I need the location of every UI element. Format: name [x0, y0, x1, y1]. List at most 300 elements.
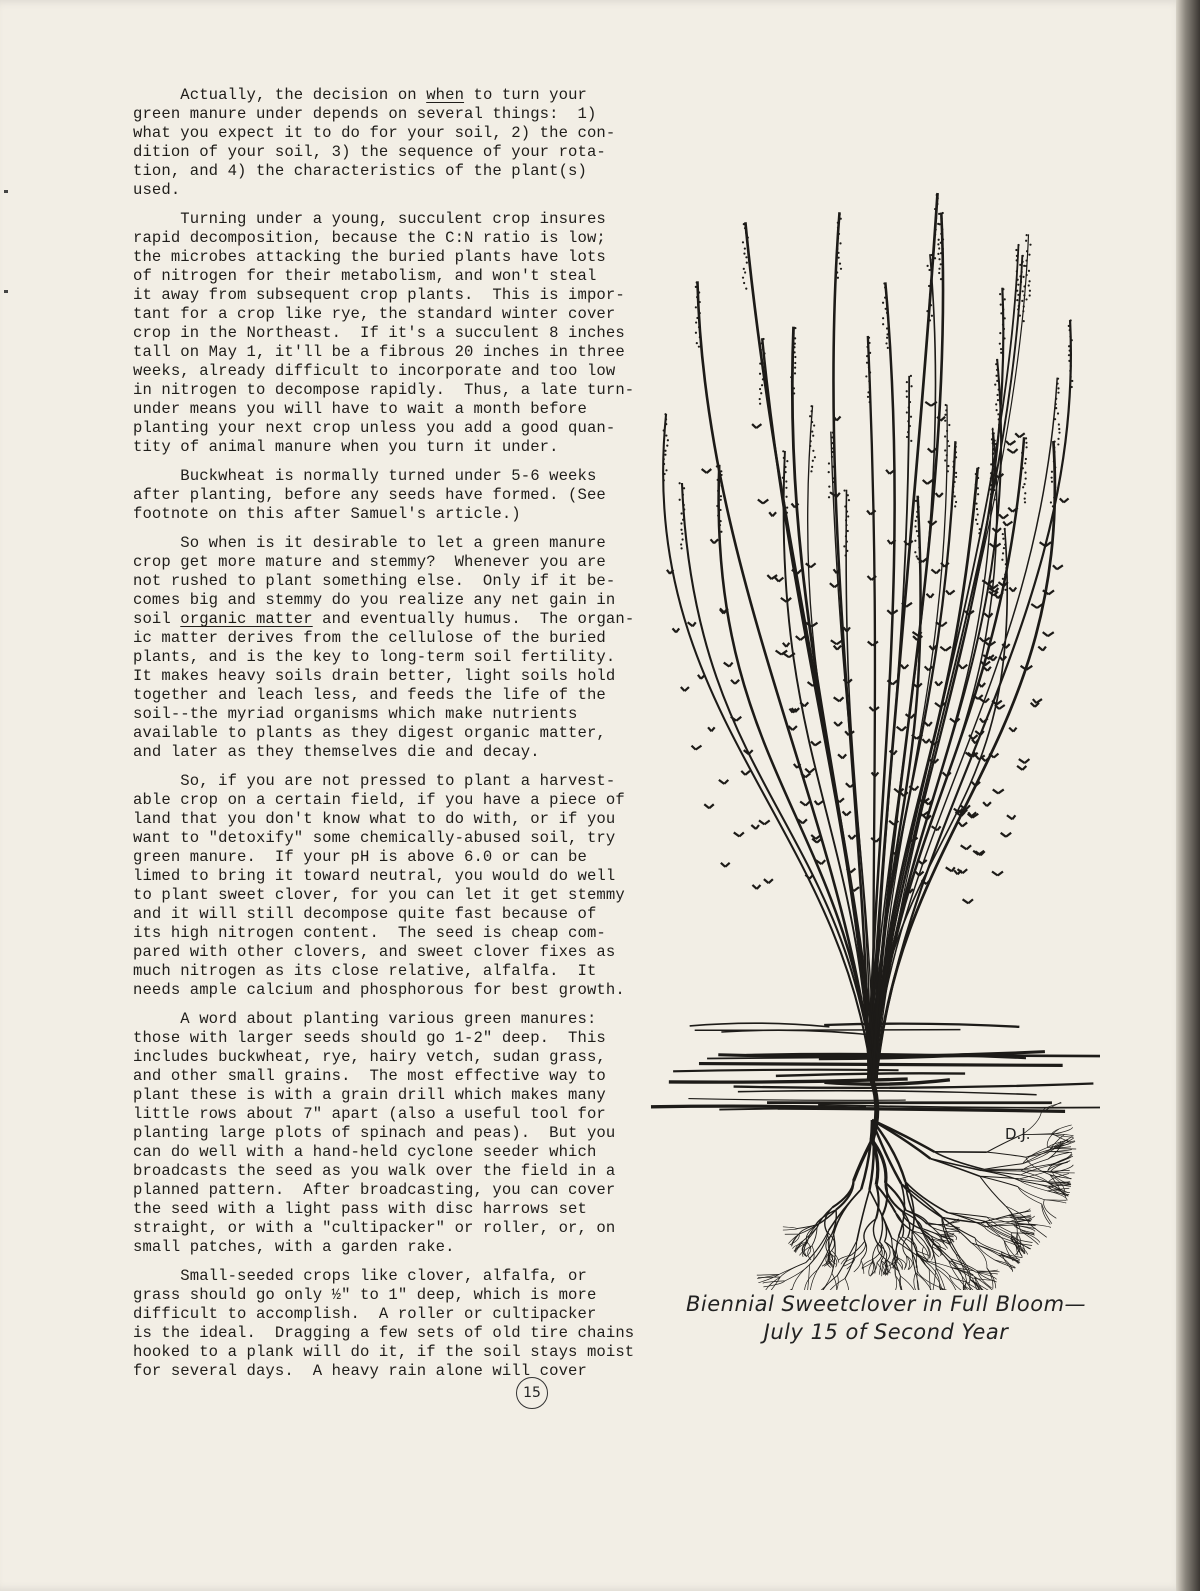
flower-dot [1055, 407, 1057, 409]
flower-dot [926, 310, 928, 312]
leaf [993, 789, 1004, 793]
root [901, 1184, 942, 1217]
flower-dot [782, 450, 784, 452]
flower-dot [793, 387, 795, 389]
leaf [935, 682, 942, 686]
flower-dot [1068, 325, 1070, 327]
flower-dot [698, 346, 700, 348]
flower-dot [747, 237, 749, 239]
text-line: So when is it desirable to let a green manure [133, 534, 606, 552]
flower-dot [828, 471, 830, 473]
flower-dot [916, 530, 918, 532]
flower-dot [809, 445, 811, 447]
flower-dot [1003, 547, 1005, 549]
flower-dot [743, 282, 745, 284]
root [987, 1152, 1026, 1157]
flower-dot [885, 291, 887, 293]
leaf [848, 835, 855, 839]
flower-dot [716, 505, 718, 507]
flower-dot [1025, 298, 1027, 300]
flower-dot [1055, 398, 1057, 400]
leaf [926, 594, 933, 598]
flower-dot [1054, 486, 1056, 488]
text-line: rapid decomposition, because the C:N ratio is low; [133, 229, 606, 247]
text-line: available to plants as they digest organic matter, [133, 724, 606, 742]
flower-dot [682, 494, 684, 496]
flower-dot [884, 286, 886, 288]
leaf [811, 741, 821, 745]
flower-dot [1025, 240, 1027, 242]
flower-dot [667, 439, 669, 441]
flower-dot [719, 524, 721, 526]
flower-dot [866, 362, 868, 364]
flower-dot [908, 406, 910, 408]
text-line: is the ideal. Dragging a few sets of old tire chains [133, 1324, 635, 1342]
text-line: Buckwheat is normally turned under 5-6 weeks [133, 467, 597, 485]
flower-dot [794, 362, 796, 364]
leaf [815, 801, 824, 805]
root [819, 1275, 837, 1290]
root [758, 1277, 780, 1278]
flower-dot [1004, 528, 1006, 530]
text-line: planting large plots of spinach and peas). But you [133, 1124, 616, 1142]
flower-dot [839, 242, 841, 244]
flower-dot [1016, 290, 1018, 292]
flower-dot [792, 332, 794, 334]
leaf [1031, 703, 1039, 707]
flower-dot [786, 460, 788, 462]
flower-dot [845, 535, 847, 537]
text-line: A word about planting various green manures: [133, 1010, 597, 1028]
flower-dot [1016, 255, 1018, 257]
paragraph [133, 1267, 635, 1381]
flower-dot [1029, 290, 1031, 292]
flower-dot [1054, 418, 1056, 420]
root [880, 1216, 883, 1241]
flower-dot [838, 257, 840, 259]
flower-dot [681, 538, 683, 540]
leaf [924, 722, 932, 726]
flower-dot [745, 256, 747, 258]
text-line: pared with other clovers, and sweet clover fixes as [133, 943, 616, 961]
flower-dot [695, 286, 697, 288]
flower-dot [1004, 317, 1006, 319]
flower-dot [1053, 496, 1055, 498]
flower-dot [665, 418, 667, 420]
flower-dot [1017, 244, 1019, 246]
flower-dot [938, 272, 940, 274]
flower-dot [1026, 274, 1028, 276]
flower-dot [847, 515, 849, 517]
root [844, 1278, 848, 1290]
flower-dot [744, 227, 746, 229]
flower-dot [1057, 412, 1059, 414]
flower-dot [917, 496, 919, 498]
flower-dot [743, 268, 745, 270]
flower-dot [828, 462, 830, 464]
flower-dot [784, 466, 786, 468]
text-line: crop get more mature and stemmy? Whenever you are [133, 553, 606, 571]
flower-dot [843, 489, 845, 491]
flower-dot [995, 403, 997, 405]
flower-dot [846, 550, 848, 552]
flower-dot [941, 228, 943, 230]
text-line: small patches, with a garden rake. [133, 1238, 455, 1256]
flower-dot [975, 519, 977, 521]
flower-dot [760, 392, 762, 394]
flower-dot [928, 269, 930, 271]
flower-dot [717, 479, 719, 481]
flower-dot [790, 376, 792, 378]
soil-line [699, 1064, 1063, 1066]
leaf [992, 872, 1003, 876]
flower-dot [910, 375, 912, 377]
flower-dot [664, 454, 666, 456]
flower-dot [868, 337, 870, 339]
flower-dot [663, 463, 665, 465]
flower-dot [663, 458, 665, 460]
text-line [133, 86, 603, 105]
flower-dot [999, 293, 1001, 295]
flower-dot [717, 514, 719, 516]
flower-dot [916, 555, 918, 557]
flower-dot [1028, 270, 1030, 272]
flower-dot [762, 338, 764, 340]
flower-dot [720, 499, 722, 501]
flower-dot [1016, 299, 1018, 301]
flower-dot [683, 504, 685, 506]
underlined-word: when [426, 86, 465, 104]
flower-dot [955, 476, 957, 478]
flower-dot [882, 323, 884, 325]
flower-dot [947, 440, 949, 442]
text-line: together and leach less, and feeds the life of the [133, 686, 606, 704]
flower-dot [785, 496, 787, 498]
flower-dot [717, 490, 719, 492]
paragraph [133, 1010, 616, 1257]
flower-dot [882, 302, 884, 304]
flower-dot [1025, 477, 1027, 479]
leaf [946, 590, 955, 594]
text-line: grass should go only ½" to 1" deep, which is more [133, 1286, 597, 1304]
text-line: the microbes attacking the buried plants have lots [133, 248, 606, 266]
flower-dot [1069, 335, 1071, 337]
flower-dot [1000, 312, 1002, 314]
flower-dot [794, 367, 796, 369]
leaf [936, 622, 947, 626]
flower-dot [744, 247, 746, 249]
flower-dot [828, 496, 830, 498]
flower-dot [942, 248, 944, 250]
flower-dot [696, 317, 698, 319]
text-line: tall on May 1, it'll be a fibrous 20 inches in three [133, 343, 625, 361]
flower-dot [695, 332, 697, 334]
flower-dot [782, 477, 784, 479]
binding-mark [4, 290, 8, 293]
flower-dot [743, 223, 745, 225]
flower-dot [1053, 446, 1055, 448]
root [812, 1246, 814, 1260]
flower-dot [906, 381, 908, 383]
flower-dot [763, 358, 765, 360]
text-line: straight, or with a "cultipacker" or roller, or, on [133, 1219, 616, 1237]
flower-dot [906, 436, 908, 438]
flower-dot [946, 454, 948, 456]
root [1050, 1152, 1072, 1153]
flower-dot [1070, 319, 1072, 321]
flower-dot [1058, 432, 1060, 434]
flower-dot [935, 217, 937, 219]
leaf [901, 665, 908, 669]
flower-dot [942, 238, 944, 240]
flower-dot [952, 491, 954, 493]
flower-dot [682, 519, 684, 521]
page-number: 15 [516, 1377, 548, 1409]
flower-dot [665, 434, 667, 436]
flower-dot [1024, 462, 1026, 464]
flower-dot [1069, 350, 1071, 352]
paragraph [133, 772, 625, 1000]
root [783, 1227, 797, 1229]
flower-dot [1017, 279, 1019, 281]
flower-dot [679, 482, 681, 484]
leaf [1033, 699, 1042, 703]
flower-dot [1001, 592, 1003, 594]
root [984, 1164, 1023, 1170]
flower-dot [938, 213, 940, 215]
flower-dot [743, 252, 745, 254]
flower-dot [868, 380, 870, 382]
flower-dot [794, 337, 796, 339]
flower-dot [944, 449, 946, 451]
flower-dot [845, 519, 847, 521]
leaf [1060, 498, 1069, 502]
flower-dot [1058, 428, 1060, 430]
flower-dot [930, 279, 932, 281]
text-line: little rows about 7" apart (also a useful tool for [133, 1105, 606, 1123]
leaf [1043, 632, 1054, 636]
root [980, 1176, 1006, 1206]
leaf [731, 680, 739, 684]
flower-dot [1002, 533, 1004, 535]
flower-dot [910, 416, 912, 418]
leaf [999, 514, 1008, 518]
text-line: hooked to a plank will do it, if the soil stays moist [133, 1343, 635, 1361]
flower-dot [976, 508, 978, 510]
artist-initials: D.J. [1005, 1125, 1031, 1143]
flower-dot [1058, 423, 1060, 425]
flower-dot [843, 545, 845, 547]
text-line: what you expect it to do for your soil, 2) the con- [133, 124, 616, 142]
leaf [959, 822, 967, 826]
flower-dot [1029, 294, 1031, 296]
flower-dot [992, 433, 994, 435]
text-line: needs ample calcium and phosphorous for best growth. [133, 981, 625, 999]
flower-dot [681, 533, 683, 535]
text-line: for several days. A heavy rain alone will cover [133, 1362, 587, 1380]
flower-dot [866, 346, 868, 348]
text-line: and later as they themselves die and decay. [133, 743, 540, 761]
text-line: weeks, already difficult to incorporate and too low [133, 362, 616, 380]
flower-dot [786, 507, 788, 509]
leaf [719, 780, 728, 784]
leaf [751, 825, 759, 829]
flower-dot [974, 498, 976, 500]
flower-dot [937, 243, 939, 245]
flower-dot [915, 520, 917, 522]
flower-dot [828, 486, 830, 488]
flower-dot [1068, 354, 1070, 356]
flower-dot [1071, 380, 1073, 382]
flower-dot [1057, 378, 1059, 380]
flower-dot [999, 332, 1001, 334]
flower-dot [1053, 460, 1055, 462]
root [876, 1185, 879, 1219]
leaf [995, 705, 1005, 709]
flower-dot [927, 265, 929, 267]
flower-dot [918, 546, 920, 548]
leaf [805, 875, 813, 879]
flower-dot [1019, 315, 1021, 317]
leaf [741, 771, 750, 775]
flower-dot [810, 440, 812, 442]
flower-dot [663, 479, 665, 481]
leaf [936, 493, 943, 497]
flower-dot [1025, 259, 1027, 261]
flower-dot [976, 523, 978, 525]
flower-dot [759, 373, 761, 375]
flower-dot [1022, 290, 1024, 292]
flower-dot [954, 505, 956, 507]
leaf [831, 640, 843, 644]
leaf [931, 569, 940, 573]
flower-dot [794, 372, 796, 374]
text-line: tity of animal manure when you turn it under. [133, 438, 559, 456]
binding-mark [4, 190, 8, 193]
flower-dot [955, 442, 957, 444]
flower-dot [1053, 456, 1055, 458]
text-line: broadcasts the seed as you walk over the field in a [133, 1162, 616, 1180]
flower-dot [696, 281, 698, 283]
flower-dot [680, 512, 682, 514]
flower-dot [837, 237, 839, 239]
flower-dot [909, 425, 911, 427]
flower-dot [1057, 443, 1059, 445]
flower-dot [934, 234, 936, 236]
leaf [983, 802, 991, 806]
flower-dot [1022, 310, 1024, 312]
flower-dot [867, 391, 869, 393]
flower-dot [1003, 337, 1005, 339]
leaf [752, 424, 761, 428]
flower-dot [952, 466, 954, 468]
flower-dot [1068, 345, 1070, 347]
flower-dot [866, 355, 868, 357]
flower-dot [1003, 328, 1005, 330]
flower-dot [996, 380, 998, 382]
flower-dot [1004, 574, 1006, 576]
flower-dot [975, 484, 977, 486]
flower-dot [883, 282, 885, 284]
flower-dot [759, 398, 761, 400]
flower-dot [885, 342, 887, 344]
flower-dot [886, 337, 888, 339]
flower-dot [1004, 543, 1006, 545]
flower-dot [909, 401, 911, 403]
flower-dot [1021, 271, 1023, 273]
flower-dot [906, 390, 908, 392]
flower-dot [837, 227, 839, 229]
flower-dot [1024, 498, 1026, 500]
root [836, 1181, 854, 1210]
leaf [758, 500, 768, 504]
flower-dot [831, 447, 833, 449]
leaf [1001, 833, 1012, 837]
root [792, 1265, 809, 1289]
leaf [923, 480, 933, 484]
root [764, 1277, 780, 1290]
leaf [1007, 815, 1015, 819]
flower-dot [869, 386, 871, 388]
flower-dot [665, 423, 667, 425]
flower-dot [1004, 298, 1006, 300]
leaf [834, 646, 841, 650]
flower-dot [996, 409, 998, 411]
flower-dot [940, 233, 942, 235]
leaf [769, 512, 776, 516]
flower-dot [1000, 348, 1002, 350]
root [916, 1273, 934, 1290]
flower-dot [1023, 294, 1025, 296]
flower-dot [868, 342, 870, 344]
text-line: not rushed to plant something else. Only if it be- [133, 572, 616, 590]
flower-dot [1000, 304, 1002, 306]
text-line: plants, and is the key to long-term soil fertility. [133, 648, 616, 666]
flower-dot [1025, 437, 1027, 439]
flower-dot [885, 308, 887, 310]
flower-dot [1025, 442, 1027, 444]
flower-dot [944, 420, 946, 422]
text-line [133, 610, 635, 629]
flower-dot [1024, 492, 1026, 494]
leaf [775, 578, 783, 582]
leaf [759, 820, 770, 824]
flower-dot [977, 487, 979, 489]
flower-dot [944, 459, 946, 461]
leaf [900, 792, 908, 796]
leaf [1006, 441, 1015, 445]
flower-dot [1056, 383, 1058, 385]
flower-dot [993, 489, 995, 491]
text-line: used. [133, 181, 181, 199]
flower-dot [742, 241, 744, 243]
flower-dot [953, 460, 955, 462]
flower-dot [680, 543, 682, 545]
caption-line-2: July 15 of Second Year [763, 1320, 1009, 1344]
flower-dot [992, 428, 994, 430]
flower-dot [1005, 567, 1007, 569]
flower-dot [944, 414, 946, 416]
flower-dot [997, 399, 999, 401]
flower-dot [665, 469, 667, 471]
root [788, 1234, 799, 1244]
flower-dot [759, 388, 761, 390]
flower-dot [810, 405, 812, 407]
flower-dot [1021, 300, 1023, 302]
flower-dot [869, 371, 871, 373]
flower-dot [794, 327, 796, 329]
flower-dot [840, 268, 842, 270]
